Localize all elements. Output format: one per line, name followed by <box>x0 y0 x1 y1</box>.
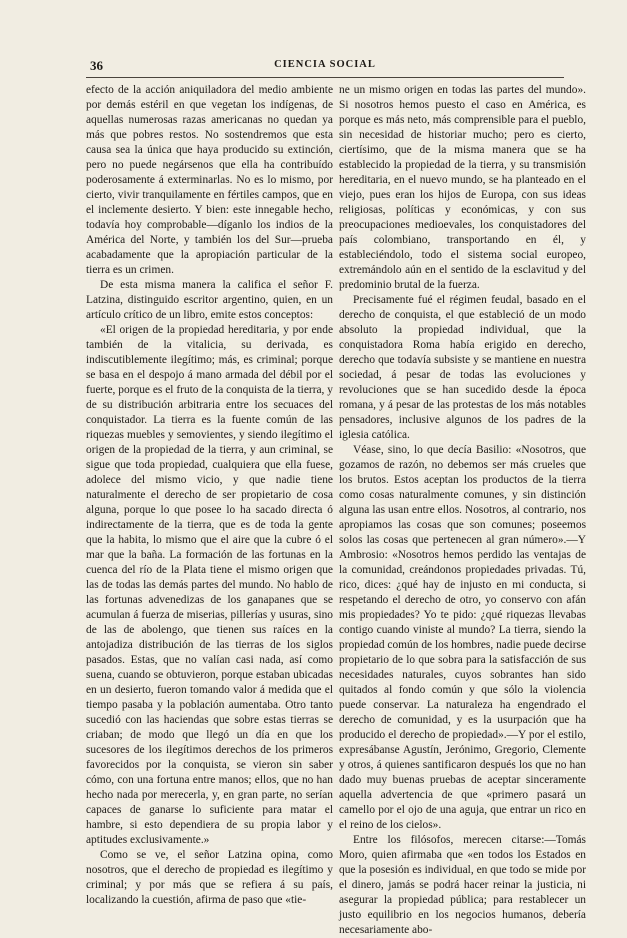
paragraph: ne un mismo origen en todas las partes del mundo». Si nosotros hemos puesto el caso en América, es porque es más neto, más comprensible para el pueblo, sin necesidad de historiar mucho; pero es cierto, ciertísimo, que de la misma manera que se ha establecido la propiedad de la tierra, y su transmisión hereditaria, en el nuevo mundo, se ha planteado en el viejo, pues eran los hijos de Europa, con sus ideas religiosas, políticas y económicas, y con sus preocupaciones medioevales, los conquistadores del país colombiano, transportando en él, y estableciéndolo, todo el sistema social europeo, extremándolo aún en el sentido de la esclavitud y del predominio brutal de la fuerza. <box>339 84 586 291</box>
header-rule <box>86 77 564 78</box>
paragraph: Entre los filósofos, merecen citarse:—Tomás Moro, quien afirmaba que «en todos los Estados en que la posesión es individual, en que todo se mide por el dinero, jamás se podrá hacer reinar la justicia, ni asegurar la propiedad pública; para restablecer un justo equilibrio en los negocios humanos, debería necesariamente abo- <box>339 834 586 936</box>
left-column <box>86 83 333 906</box>
paragraph: Véase, sino, lo que decía Basilio: «Nosotros, que gozamos de razón, no debemos ser más crueles que los brutos. Estos aceptan los productos de la tierra como cosas naturalmente comunes, y sin distinción alguna las usan entre ellos. Nosotros, al contrario, nos apropiamos las cosas que son comunes; poseemos solos las cosas que pertenecen al gran número».—Y Ambrosio: «Nosotros hemos perdido las ventajas de la comunidad, creándonos propiedades privadas. Tú, rico, dices: ¿qué hay de injusto en mi conducta, si respetando el derecho de otro, yo conservo con afán mis propiedades? Yo te pido: ¿qué riquezas llevabas contigo cuando viniste al mundo? La tierra, siendo la propiedad común de los hombres, nadie puede decirse propietario de lo que sobra para la satisfacción de sus necesidades naturales, cuyos sobrantes han sido quitados al fondo común y que sólo la violencia puede conservar. La naturaleza ha engendrado el derecho de comunidad, y es la usurpación que ha producido el derecho de propiedad».—Y por el estilo, expresábanse Agustín, Jerónimo, Gregorio, Clemente y otros, á quienes santificaron después los que no han dado muy buenas pruebas de aceptar sinceramente aquella advertencia de que «primero pasará un camello por el ojo de una aguja, que entrar un rico en el reino de los cielos». <box>339 444 586 831</box>
journal-title: CIENCIA SOCIAL <box>274 59 376 70</box>
paragraph: «El origen de la propiedad hereditaria, y por ende también de la vitalicia, su derivada, es indiscutiblemente ilegítimo; más, es criminal; porque se basa en el despojo á mano armada del débil por el fuerte, porque es el fruto de la conquista de la tierra, y de su distribución arbitraria entre los secuaces del conquistador. La tierra es la fuente común de las riquezas muebles y semovientes, y siendo ilegítimo el origen de la propiedad de la tierra, y aun criminal, se sigue que toda propiedad, cualquiera que ella fuese, adolece del mismo vicio, y que nadie tiene naturalmente el derecho de ser propietario de cosa alguna, porque lo que posee lo ha sacado directa ó indirectamente de la tierra, que es de toda la gente que la habita, lo mismo que el aire que la cubre ó el mar que la baña. La formación de las fortunas en la cuenca del río de la Plata tiene el mismo origen que las de todas las demás partes del mundo. No hablo de las fortunas advenedizas de los ganapanes que se acumulan á fuerza de miserias, pillerías y usuras, sino de las de abolengo, que tienen sus raíces en la antojadiza distribución de las tierras de los siglos pasados. Estas, que no valían casi nada, así como suena, cuando se obtuvieron, porque estaban ubicadas en un desierto, fueron tomando valor á medida que el tiempo pasaba y la población aumentaba. Otro tanto sucedió con las haciendas que sobre estas tierras se criaban; de modo que llegó un día en que los sucesores de los ilegítimos derechos de los primeros favorecidos por la conquista, se vieron sin saber cómo, con una fortuna entre manos; ellos, que no han hecho nada por merecerla, y, en gran parte, no serían capaces de ganarse lo suficiente para matar el hambre, si esto dependiera de su propia labor y aptitudes exclusivamente.» <box>86 324 333 846</box>
paragraph: efecto de la acción aniquiladora del medio ambiente por demás estéril en que vegetan los indígenas, de aquellas numerosas razas americanas no quedan ya más que pobres restos. No sostendremos que esta causa sea la única que haya producido su extinción, pero no puede negársenos que ella ha contribuído poderosamente á exterminarlas. No es lo mismo, por cierto, vivir tranquilamente en fértiles campos, que en el inclemente desierto. Y bien: este innegable hecho, todavía hoy comprobable—díganlo los indios de la América del Norte, y también los del Sur—prueba acabadamente que la apropiación particular de la tierra es un crimen. <box>86 84 333 276</box>
paragraph: Como se ve, el señor Latzina opina, como nosotros, que el derecho de propiedad es ilegítimo y criminal; y por más que se refiera á su país, localizando la cuestión, afirma de paso que «tie- <box>86 849 333 906</box>
page-number: 36 <box>90 58 103 73</box>
paragraph: Precisamente fué el régimen feudal, basado en el derecho de conquista, el que estableció de un modo absoluto la propiedad individual, que la conquistadora Roma había erigido en derecho, derecho que todavía subsiste y se mantiene en nuestra sociedad, á pesar de todas las evoluciones y revoluciones que se han sucedido desde la época romana, y á pesar de las protestas de los más notables pensadores, inclusive algunos de los padres de la iglesia católica. <box>339 294 586 441</box>
running-head <box>80 58 570 76</box>
paragraph: De esta misma manera la califica el señor F. Latzina, distinguido escritor argentino, quien, en un artículo crítico de un libro, emite estos conceptos: <box>86 279 333 321</box>
right-column <box>339 83 586 936</box>
